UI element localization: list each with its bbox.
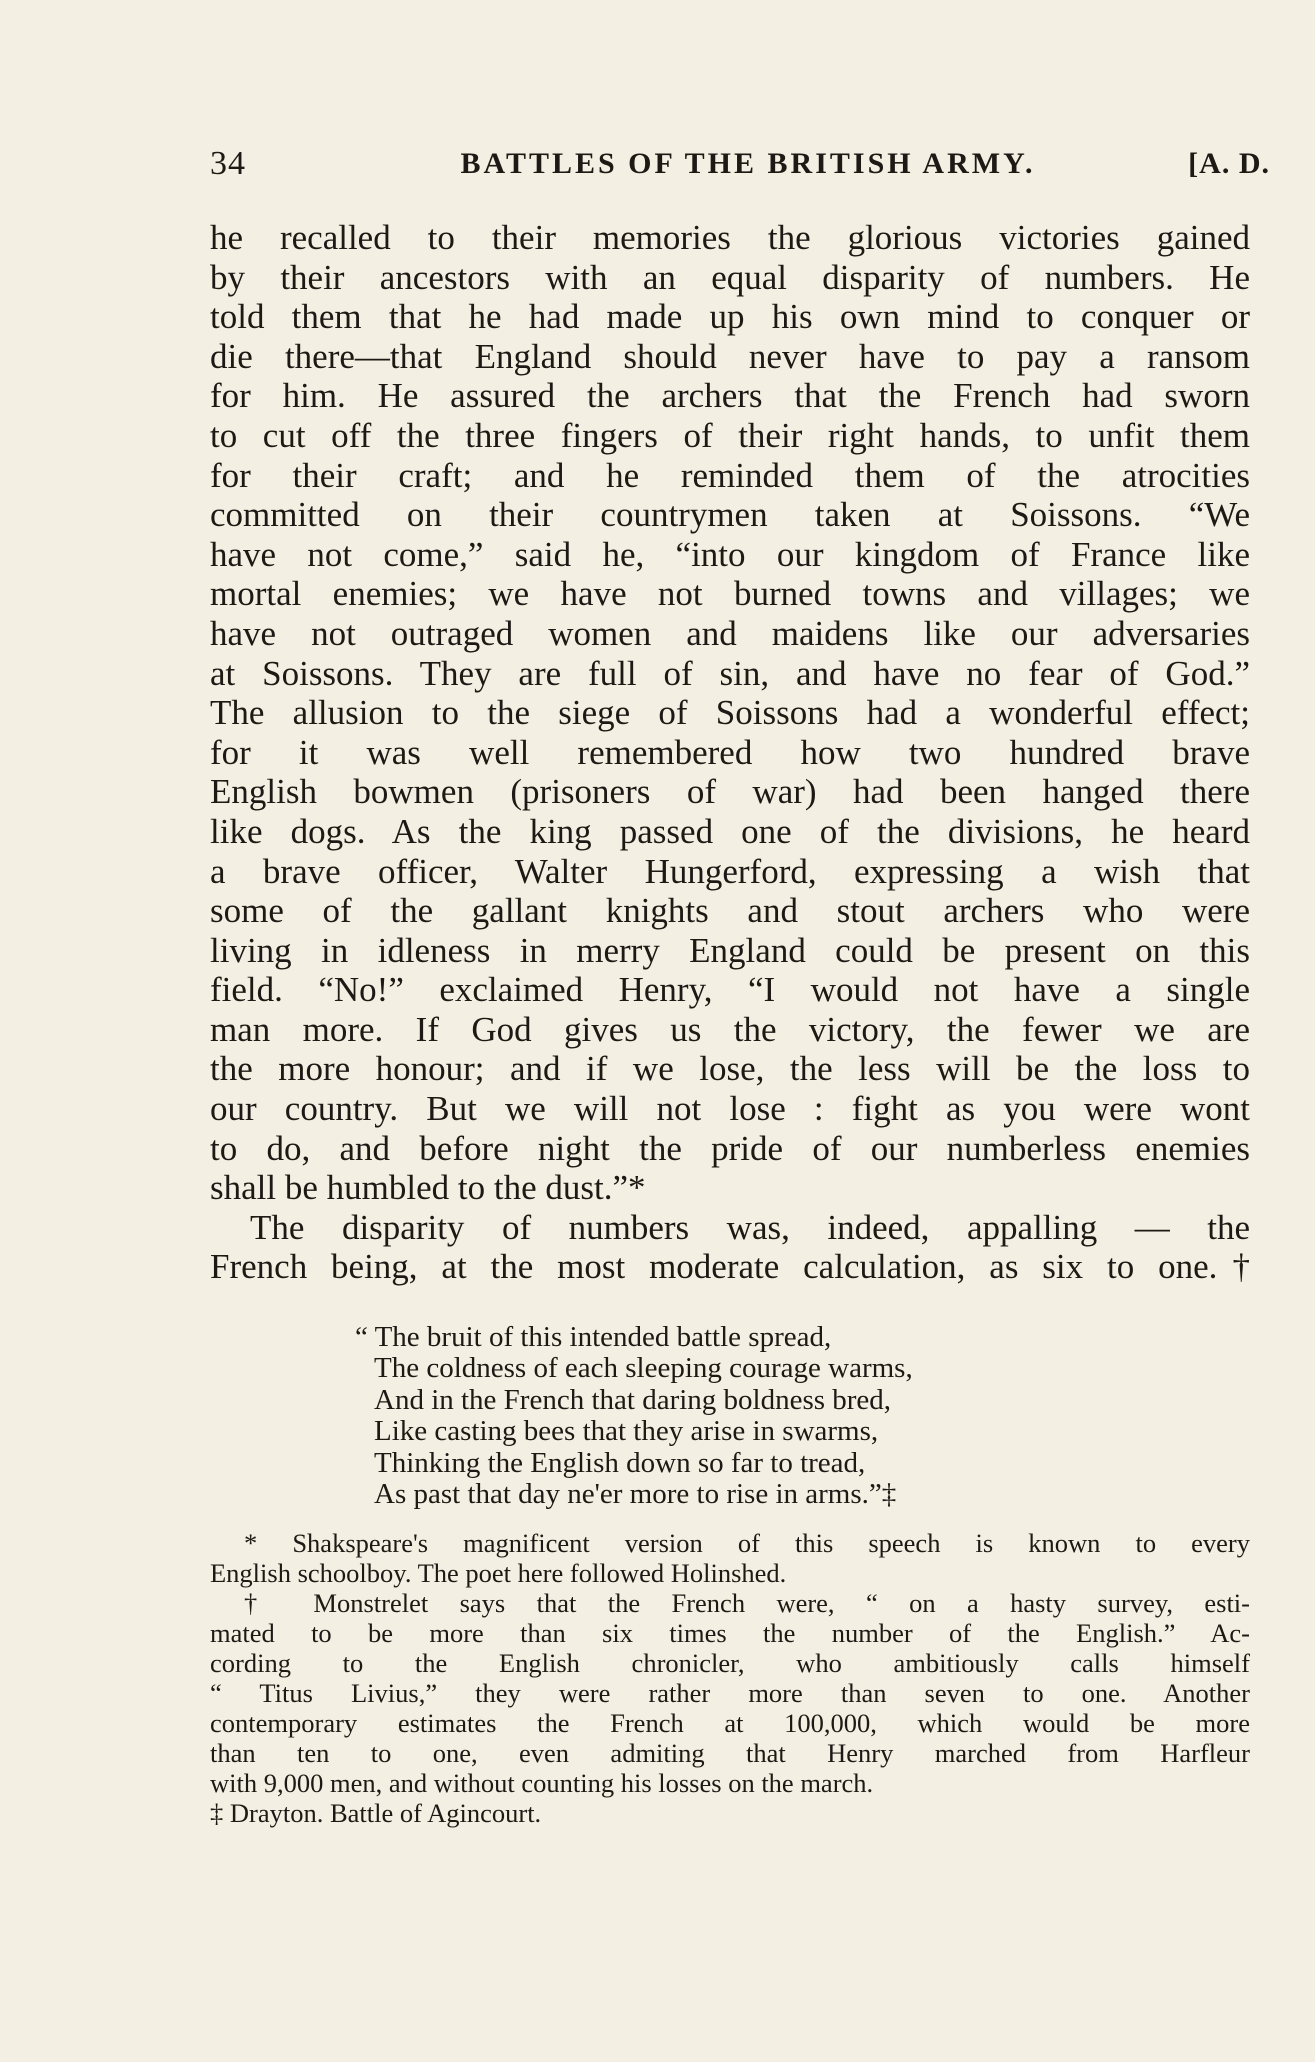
text-line: to do, and before night the pride of our numberless enemies bbox=[210, 1128, 1250, 1168]
text-line: have not come,” said he, “into our kingdom of France like bbox=[210, 534, 1250, 574]
text-line: like dogs. As the king passed one of the divisions, he heard bbox=[210, 811, 1250, 851]
page-number: 34 bbox=[210, 145, 246, 182]
text-line: French being, at the most moderate calculation, as six to one.† bbox=[210, 1247, 1250, 1287]
text-line: a brave officer, Walter Hungerford, expressing a wish that bbox=[210, 851, 1250, 891]
verse-line: As past that day ne'er more to rise in arms.”‡ bbox=[374, 1477, 897, 1510]
footnote-line: cording to the English chronicler, who ambitiously calls himself bbox=[210, 1648, 1250, 1678]
text-line: for it was well remembered how two hundred brave bbox=[210, 732, 1250, 772]
verse-line: Like casting bees that they arise in swarms, bbox=[374, 1415, 879, 1448]
running-head bbox=[210, 142, 1270, 186]
text-line: he recalled to their memories the glorious victories gained bbox=[210, 218, 1250, 257]
text-line: our country. But we will not lose : fight as you were wont bbox=[210, 1089, 1250, 1129]
text-line: die there—that England should never have to pay a ransom bbox=[210, 336, 1250, 376]
footnote-line: mated to be more than six times the number of the English.” Ac- bbox=[210, 1618, 1250, 1648]
verse-line: The coldness of each sleeping courage warms, bbox=[374, 1352, 913, 1385]
text-line: by their ancestors with an equal disparity of numbers. He bbox=[210, 257, 1250, 297]
text-line: shall be humbled to the dust.”* bbox=[210, 1168, 646, 1208]
running-title: BATTLES OF THE BRITISH ARMY. bbox=[460, 147, 1036, 180]
text-line: the more honour; and if we lose, the less will be the loss to bbox=[210, 1049, 1250, 1089]
footnote-line: contemporary estimates the French at 100,000, which would be more bbox=[210, 1708, 1250, 1738]
footnotes bbox=[210, 1528, 1250, 1828]
text-line: some of the gallant knights and stout archers who were bbox=[210, 891, 1250, 931]
verse-quotation bbox=[355, 1322, 1055, 1510]
text-line: The disparity of numbers was, indeed, appalling — the bbox=[250, 1207, 1250, 1247]
footnote-line: “ Titus Livius,” they were rather more than seven to one. Another bbox=[210, 1678, 1250, 1708]
text-line: at Soissons. They are full of sin, and have no fear of God.” bbox=[210, 653, 1250, 693]
text-line: The allusion to the siege of Soissons had a wonderful effect; bbox=[210, 693, 1250, 733]
verse-line: Thinking the English down so far to tread, bbox=[374, 1446, 866, 1479]
main-text bbox=[210, 218, 1250, 1287]
text-line: mortal enemies; we have not burned towns and villages; we bbox=[210, 574, 1250, 614]
text-line: committed on their countrymen taken at Soissons. “We bbox=[210, 495, 1250, 535]
text-line: to cut off the three fingers of their right hands, to unfit them bbox=[210, 415, 1250, 455]
text-line: told them that he had made up his own mind to conquer or bbox=[210, 297, 1250, 337]
verse-line: And in the French that daring boldness bred, bbox=[374, 1383, 892, 1416]
text-line: man more. If God gives us the victory, the fewer we are bbox=[210, 1009, 1250, 1049]
text-line: field. “No!” exclaimed Henry, “I would not have a single bbox=[210, 970, 1250, 1010]
footnote-line: English schoolboy. The poet here followed Holinshed. bbox=[210, 1558, 787, 1588]
text-line: for him. He assured the archers that the French had sworn bbox=[210, 376, 1250, 416]
footnote-line: ‡ Drayton. Battle of Agincourt. bbox=[210, 1798, 542, 1828]
footnote-line: † Monstrelet says that the French were, “ on a hasty survey, esti- bbox=[244, 1588, 1250, 1618]
footnote-line: than ten to one, even admiting that Henry marched from Harfleur bbox=[210, 1738, 1250, 1768]
era-marker: [A. D. bbox=[1188, 147, 1270, 180]
verse-line: “ The bruit of this intended battle spread, bbox=[355, 1321, 832, 1353]
text-line: living in idleness in merry England could be present on this bbox=[210, 930, 1250, 970]
footnote-line: * Shakspeare's magnificent version of this speech is known to every bbox=[244, 1528, 1250, 1558]
text-line: English bowmen (prisoners of war) had been hanged there bbox=[210, 772, 1250, 812]
text-line: for their craft; and he reminded them of the atrocities bbox=[210, 455, 1250, 495]
footnote-line: with 9,000 men, and without counting his losses on the march. bbox=[210, 1768, 874, 1798]
text-line: have not outraged women and maidens like our adversaries bbox=[210, 613, 1250, 653]
